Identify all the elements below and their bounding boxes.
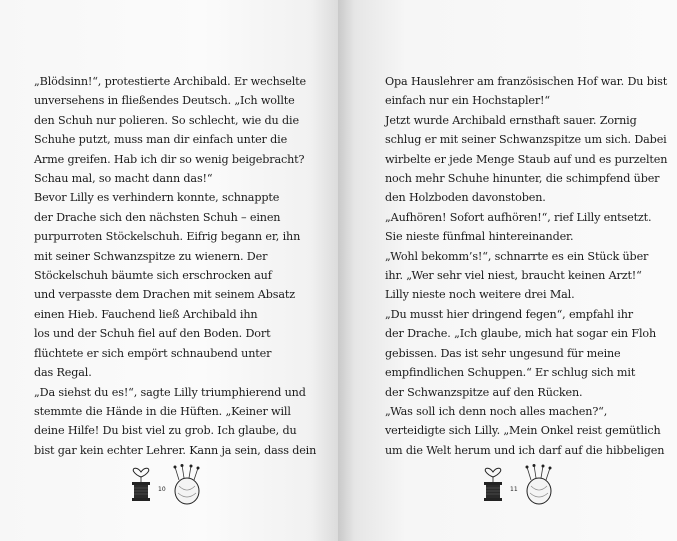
- text-line: „Aufhören! Sofort aufhören!“, rief Lilly entsetzt.: [385, 210, 652, 224]
- thread-spool-heart-icon: [126, 462, 156, 504]
- text-line: Lilly nieste noch weitere drei Mal.: [385, 288, 575, 302]
- text-line: und verpasste dem Drachen mit seinem Absatz: [34, 288, 295, 302]
- right-page: [338, 0, 677, 541]
- text-line: Opa Hauslehrer am französischen Hof war. Du bist: [385, 75, 668, 88]
- text-line: bist gar kein echter Lehrer. Kann ja sein, dass dein: [34, 443, 317, 457]
- text-line: den Holzboden davonstoben.: [385, 191, 546, 205]
- text-line: „Blödsinn!“, protestierte Archibald. Er wechselte: [34, 75, 306, 88]
- text-line: der Drache sich den nächsten Schuh – einen: [34, 210, 281, 224]
- thread-spool-heart-icon: [478, 462, 508, 504]
- left-page-footer: [126, 462, 216, 508]
- text-line: Sie nieste fünfmal hintereinander.: [385, 230, 574, 244]
- text-line: „Wohl bekomm’s!“, schnarrte es ein Stück über: [385, 249, 649, 263]
- text-line: Jetzt wurde Archibald ernsthaft sauer. Zornig: [385, 113, 637, 127]
- right-page-text: [385, 72, 668, 460]
- page-number: 10: [158, 486, 166, 493]
- text-line: „Was soll ich denn noch alles machen?“,: [385, 404, 608, 418]
- pincushion-icon: [522, 464, 556, 506]
- text-line: um die Welt herum und ich darf auf die hibbeligen: [385, 443, 665, 457]
- pincushion-icon: [170, 464, 204, 506]
- right-page-footer: [478, 462, 568, 508]
- text-line: mit seiner Schwanzspitze zu wienern. Der: [34, 249, 268, 263]
- page-number: 11: [510, 486, 518, 493]
- left-page-text: [34, 72, 317, 460]
- text-line: unversehens in fließendes Deutsch. „Ich wollte: [34, 94, 295, 108]
- text-line: stemmte die Hände in die Hüften. „Keiner will: [34, 404, 291, 418]
- left-page: [0, 0, 338, 541]
- text-line: einen Hieb. Fauchend ließ Archibald ihn: [34, 307, 258, 321]
- text-line: Schau mal, so macht dann das!“: [34, 172, 213, 186]
- text-line: deine Hilfe! Du bist viel zu grob. Ich glaube, du: [34, 424, 297, 438]
- text-line: flüchtete er sich empört schnaubend unter: [34, 346, 272, 360]
- text-line: empfindlichen Schuppen.“ Er schlug sich mit: [385, 366, 636, 380]
- text-line: Bevor Lilly es verhindern konnte, schnappte: [34, 191, 280, 205]
- text-line: der Schwanzspitze auf den Rücken.: [385, 385, 583, 399]
- text-line: noch mehr Schuhe hinunter, die schimpfend über: [385, 172, 660, 186]
- text-line: der Drache. „Ich glaube, mich hat sogar ein Floh: [385, 327, 657, 341]
- text-line: schlug er mit seiner Schwanzspitze um sich. Dabei: [385, 133, 667, 147]
- text-line: purpurroten Stöckelschuh. Eifrig begann er, ihn: [34, 230, 301, 244]
- text-line: Stöckelschuh bäumte sich erschrocken auf: [34, 269, 272, 283]
- text-line: verteidigte sich Lilly. „Mein Onkel reist gemütlich: [385, 424, 661, 438]
- text-line: Schuhe putzt, muss man dir einfach unter die: [34, 133, 288, 147]
- text-line: gebissen. Das ist sehr ungesund für meine: [385, 346, 621, 360]
- text-line: Arme greifen. Hab ich dir so wenig beigebracht?: [34, 152, 305, 166]
- text-line: los und der Schuh fiel auf den Boden. Dort: [34, 327, 271, 341]
- text-line: den Schuh nur polieren. So schlecht, wie du die: [34, 113, 299, 127]
- text-line: „Du musst hier dringend fegen“, empfahl ihr: [385, 307, 633, 321]
- text-line: das Regal.: [34, 366, 92, 380]
- text-line: wirbelte er jede Menge Staub auf und es purzelten: [385, 152, 668, 166]
- text-line: ihr. „Wer sehr viel niest, braucht keinen Arzt!“: [385, 269, 642, 283]
- text-line: einfach nur ein Hochstapler!“: [385, 94, 550, 108]
- text-line: „Da siehst du es!“, sagte Lilly triumphierend und: [34, 385, 306, 399]
